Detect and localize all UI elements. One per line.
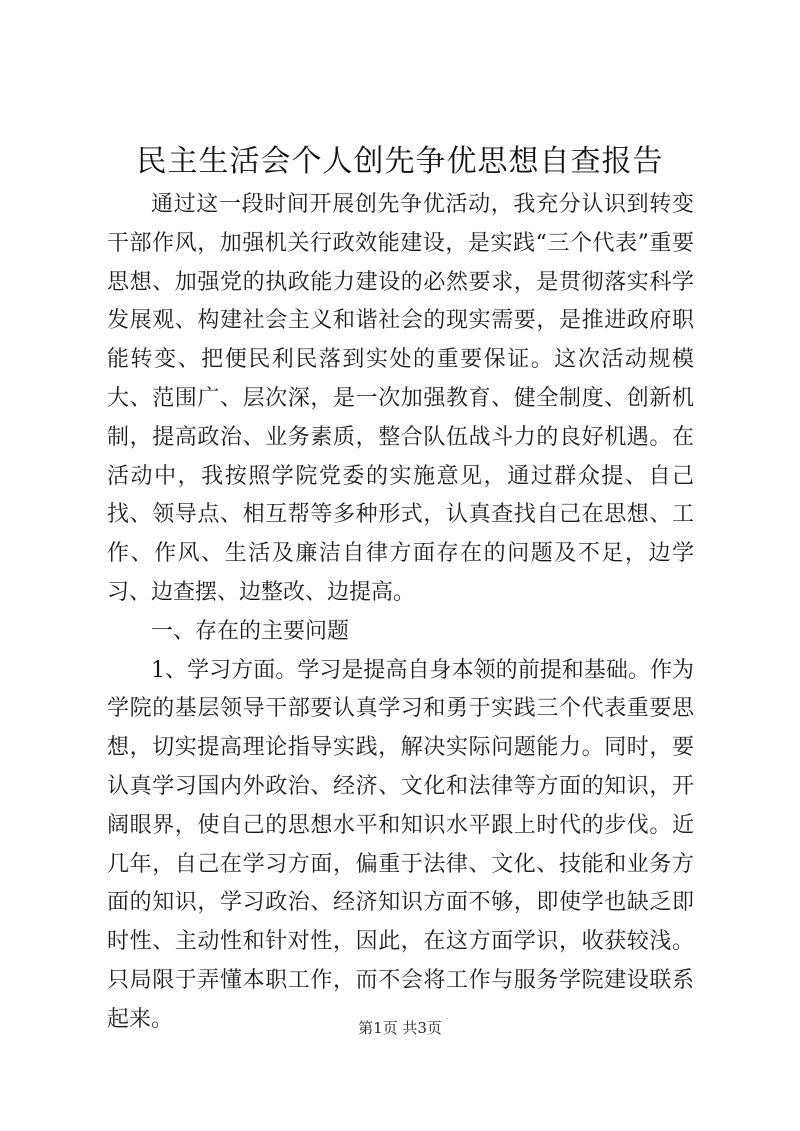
section-heading: 一、存在的主要问题 — [151, 618, 350, 644]
document-title: 民主生活会个人创先争优思想自查报告 — [136, 144, 664, 179]
document-body — [107, 186, 694, 1040]
page-footer: 第1页 共3页 — [358, 1019, 442, 1037]
paragraph-study: 1、学习方面。学习是提高自身本领的前提和基础。作为学院的基层领导干部要认真学习和勇于实践三个代表重要思想，切实提高理论指导实践，解决实际问题能力。同时，要认真学习国内外政治、经济、文化和法律等方面的知识，开阔眼界，使自己的思想水平和知识水平跟上时代的步伐。近几年，自己在学习方面，偏重于法律、文化、技能和业务方面的知识，学习政治、经济知识方面不够，即使学也缺乏即时性、主动性和针对性，因此，在这方面学识，收获较浅。只局限于弄懂本职工作，而不会将工作与服务学院建设联系起来。 — [107, 657, 694, 1032]
paragraph-intro: 通过这一段时间开展创先争优活动，我充分认识到转变干部作风，加强机关行政效能建设，是实践“三个代表”重要思想、加强党的执政能力建设的必然要求，是贯彻落实科学发展观、构建社会主义和谐社会的现实需要，是推进政府职能转变、把便民利民落到实处的重要保证。这次活动规模大、范围广、层次深，是一次加强教育、健全制度、创新机制，提高政治、业务素质，整合队伍战斗力的良好机遇。在活动中，我按照学院党委的实施意见，通过群众提、自己找、领导点、相互帮等多种形式，认真查找自己在思想、工作、作风、生活及廉洁自律方面存在的问题及不足，边学习、边查摆、边整改、边提高。 — [107, 192, 694, 605]
